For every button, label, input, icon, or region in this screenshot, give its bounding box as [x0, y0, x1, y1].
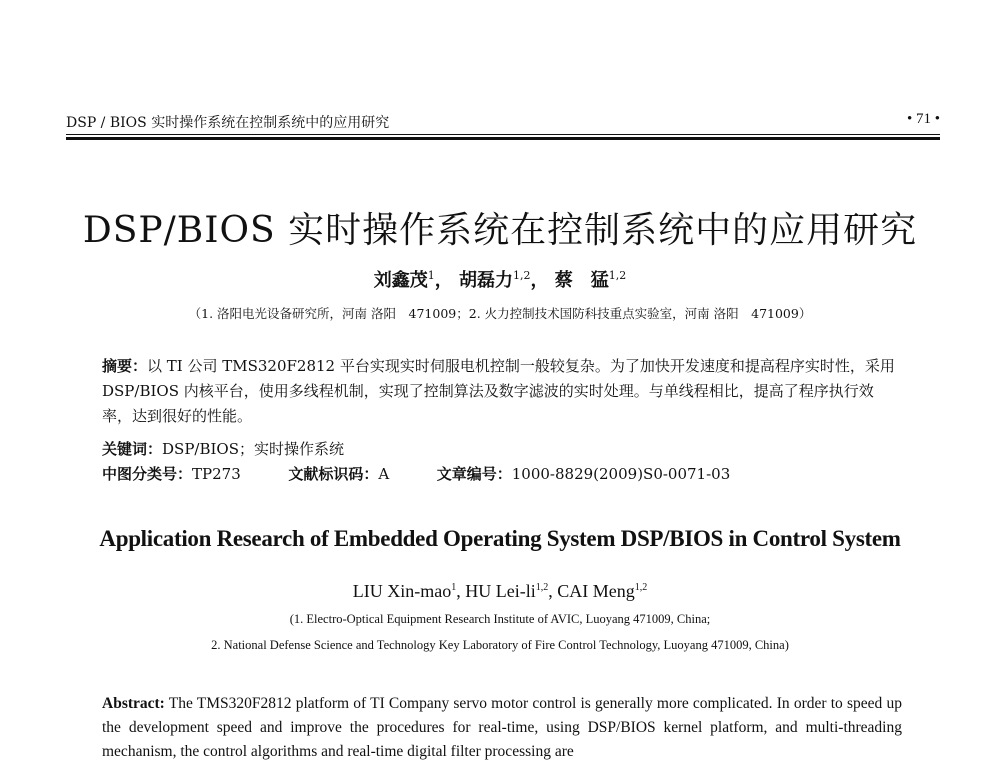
author-en-2-affil: 1,2: [535, 582, 549, 593]
author-en-2: HU Lei-li: [465, 581, 536, 601]
doc-code-label: 文献标识码：: [288, 465, 379, 483]
article-number-label: 文章编号：: [436, 465, 512, 483]
running-title: DSP / BIOS 实时操作系统在控制系统中的应用研究: [66, 115, 390, 131]
abstract-cn-label: 摘要：: [102, 357, 148, 375]
author-separator: ,: [456, 581, 466, 601]
authors-cn: [0, 266, 1000, 292]
author-en-3: CAI Meng: [557, 581, 635, 601]
paper-title-en: Application Research of Embedded Operating System DSP/BIOS in Control System: [99, 526, 901, 551]
abstract-en-label: Abstract:: [102, 695, 165, 712]
running-header: [66, 110, 940, 136]
article-number-value: 1000-8829(2009)S0-0071-03: [511, 465, 731, 483]
author-separator: ，: [530, 270, 549, 291]
abstract-en-text: The TMS320F2812 platform of TI Company servo motor control is generally more complicated. In order to speed up the development speed and improve the procedures for real-time, using DSP/BIOS kernel platform, and multi-threading mechanism, the control algorithms and real-time digital filter processing are: [102, 695, 902, 760]
header-rule-thin: [66, 134, 940, 135]
author-cn-3-affil: 1,2: [608, 269, 627, 282]
author-en-3-affil: 1,2: [634, 582, 648, 593]
keywords-cn-text: DSP/BIOS；实时操作系统: [162, 440, 344, 458]
author-en-1-affil: 1: [451, 582, 457, 593]
affiliation-en-line-2: 2. National Defense Science and Technology Key Laboratory of Fire Control Technology, Luoyang 471009, China): [211, 638, 789, 652]
abstract-cn-text: 以 TI 公司 TMS320F2812 平台实现实时伺服电机控制一般较复杂。为了加快开发速度和提高程序实时性，采用 DSP/BIOS 内核平台，使用多线程机制，实现了控制算法及数字滤波的实时处理。与单线程相比，提高了程序执行效率，达到很好的性能。: [102, 357, 895, 425]
keywords-cn: [102, 438, 902, 459]
doc-code-value: A: [378, 465, 390, 483]
author-separator: ，: [434, 270, 453, 291]
affiliation-en-line-1: (1. Electro-Optical Equipment Research Institute of AVIC, Luoyang 471009, China;: [289, 612, 711, 626]
author-separator: ,: [548, 581, 558, 601]
author-cn-2: 胡磊力: [459, 270, 513, 291]
author-cn-3: 蔡 猛: [554, 270, 609, 291]
author-cn-1: 刘鑫茂: [373, 270, 428, 291]
author-en-1: LIU Xin-mao: [352, 581, 452, 601]
classification-line: [102, 463, 902, 484]
header-rule-thick: [66, 137, 940, 140]
authors-en: [0, 581, 1000, 602]
affiliation-cn: （1. 洛阳电光设备研究所，河南 洛阳 471009；2. 火力控制技术国防科技重点实验室，河南 洛阳 471009）: [188, 306, 812, 321]
author-cn-1-affil: 1: [427, 269, 435, 282]
author-cn-2-affil: 1,2: [513, 269, 531, 282]
paper-title-cn: DSP/BIOS 实时操作系统在控制系统中的应用研究: [82, 210, 918, 251]
abstract-cn: [102, 354, 902, 429]
abstract-en: [102, 692, 902, 764]
clc-label: 中图分类号：: [102, 465, 193, 483]
clc-value: TP273: [192, 465, 241, 483]
page-number: • 71 •: [906, 111, 940, 127]
keywords-cn-label: 关键词：: [102, 440, 163, 458]
